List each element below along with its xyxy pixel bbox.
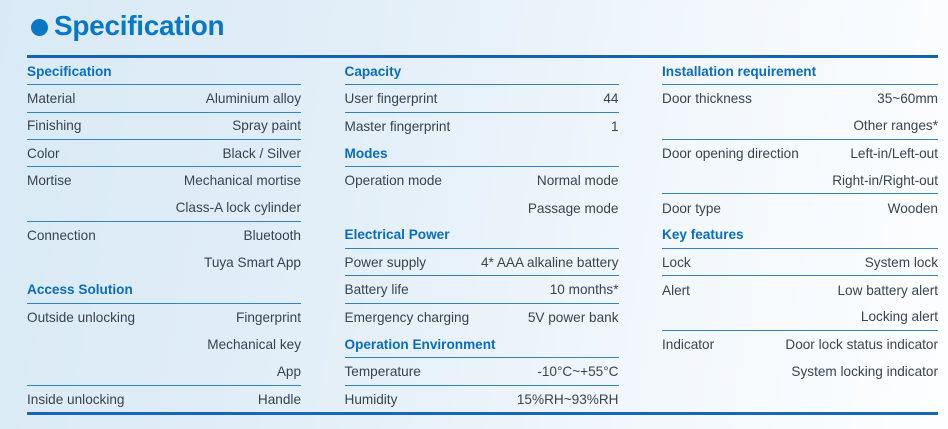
table-row: [345, 194, 619, 221]
row-value: Locking alert: [860, 309, 938, 325]
row-label: Mortise: [27, 173, 72, 189]
row-label: Master fingerprint: [344, 118, 451, 134]
row-value: Fingerprint: [236, 309, 301, 325]
row-value: App: [276, 363, 301, 379]
row-label: User fingerprint: [344, 90, 438, 106]
row-value: -10°C~+55°C: [537, 363, 619, 379]
row-value: 5V power bank: [527, 309, 619, 325]
table-row: [27, 304, 301, 331]
section-title: Installation requirement: [662, 63, 817, 79]
row-label: Humidity: [344, 391, 398, 407]
row-value: Passage mode: [527, 200, 619, 216]
table-row: [345, 358, 619, 385]
row-label: Power supply: [344, 254, 427, 270]
row-label: Inside unlocking: [27, 391, 125, 407]
table-row: [662, 304, 938, 331]
section-title: Electrical Power: [344, 227, 450, 243]
section-header: [662, 222, 938, 249]
table-row: [345, 304, 619, 331]
section-header: [345, 58, 619, 85]
table-row: [662, 113, 938, 140]
row-label: Connection: [27, 227, 96, 243]
table-row: [27, 140, 301, 167]
table-row: [662, 276, 938, 303]
section-title: Key features: [662, 227, 744, 243]
spec-tables: [27, 58, 938, 413]
row-label: Battery life: [344, 282, 409, 298]
table-row: [345, 276, 619, 303]
table-row: [27, 85, 301, 112]
row-label: Lock: [662, 254, 691, 270]
row-label: Material: [27, 90, 76, 106]
row-value: Door lock status indicator: [785, 337, 938, 353]
row-value: Wooden: [887, 200, 938, 216]
table-row: [662, 249, 938, 276]
section-title: Operation Environment: [344, 336, 496, 352]
row-label: Door thickness: [662, 91, 752, 107]
row-value: 10 months*: [549, 282, 619, 298]
row-value: 1: [610, 118, 619, 134]
column-capacity-power: [345, 58, 619, 413]
row-value: System locking indicator: [791, 364, 938, 380]
row-value: Black / Silver: [222, 145, 301, 161]
row-label: Color: [27, 145, 60, 161]
table-row: [662, 331, 938, 358]
table-row: [27, 358, 301, 385]
table-row: [345, 249, 619, 276]
row-value: Class-A lock cylinder: [175, 200, 301, 216]
row-value: 4* AAA alkaline battery: [480, 254, 619, 270]
section-header: [27, 58, 301, 85]
row-label: Door opening direction: [662, 146, 799, 162]
row-value: 44: [603, 90, 619, 106]
row-label: Emergency charging: [344, 309, 470, 325]
section-header: [345, 331, 619, 358]
row-value: Other ranges*: [853, 118, 938, 134]
row-value: Left-in/Left-out: [850, 146, 938, 162]
row-value: 15%RH~93%RH: [516, 391, 619, 407]
table-row: [662, 167, 938, 194]
row-value: Aluminium alloy: [205, 90, 301, 106]
row-value: Tuya Smart App: [204, 255, 301, 271]
row-value: Mechanical mortise: [183, 173, 301, 189]
table-row: [662, 85, 938, 112]
page-title-text: Specification: [54, 10, 225, 41]
row-label: Alert: [662, 282, 690, 298]
page-title: [31, 10, 224, 42]
row-value: Spray paint: [232, 118, 301, 134]
column-specification: [27, 58, 301, 413]
row-label: Finishing: [27, 118, 82, 134]
row-label: Outside unlocking: [27, 309, 136, 325]
row-value: Low battery alert: [837, 282, 938, 298]
row-value: 35~60mm: [877, 91, 938, 107]
section-header: [345, 222, 619, 249]
row-value: Mechanical key: [207, 337, 301, 353]
row-label: Operation mode: [344, 173, 442, 189]
table-row: [662, 140, 938, 167]
table-row: [27, 331, 301, 358]
bottom-divider: [27, 412, 938, 415]
section-title: Access Solution: [27, 282, 133, 298]
table-row: [345, 113, 619, 140]
section-title: Specification: [27, 63, 112, 79]
section-header: [662, 58, 938, 85]
table-row: [27, 249, 301, 276]
section-title: Capacity: [344, 63, 402, 79]
section-header: [345, 140, 619, 167]
column-installation-features: [662, 58, 938, 413]
row-label: Indicator: [662, 337, 715, 353]
table-row: [27, 194, 301, 221]
row-value: Bluetooth: [243, 227, 301, 243]
table-row: [345, 386, 619, 413]
table-row: [662, 194, 938, 221]
table-row: [662, 358, 938, 385]
row-value: Normal mode: [536, 173, 619, 189]
row-label: Door type: [662, 200, 721, 216]
row-label: Temperature: [344, 363, 421, 379]
table-row: [345, 167, 619, 194]
row-value: Handle: [257, 391, 301, 407]
table-row: [345, 85, 619, 112]
row-value: System lock: [864, 254, 938, 270]
section-title: Modes: [344, 145, 388, 161]
table-row: [27, 113, 301, 140]
section-header: [27, 276, 301, 303]
table-row: [27, 222, 301, 249]
table-row: [27, 167, 301, 194]
bullet-icon: [31, 19, 48, 36]
row-value: Right-in/Right-out: [832, 172, 938, 188]
table-row: [27, 386, 301, 413]
